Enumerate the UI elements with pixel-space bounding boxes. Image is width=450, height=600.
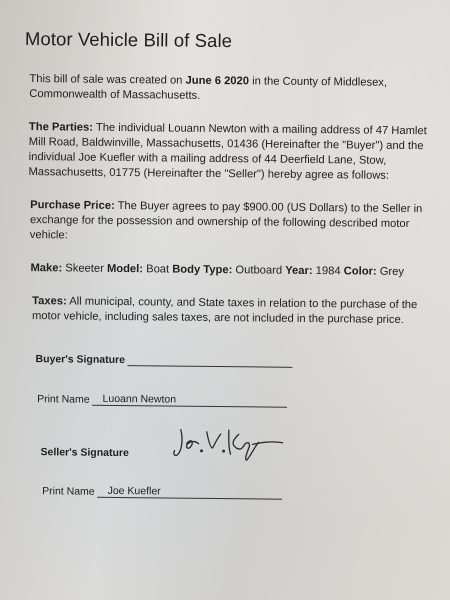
purchase-price-paragraph: Purchase Price: The Buyer agrees to pay $900.00 (US Dollars) to the Seller in exchange for the possession and ownership of the following described motor vehicle: xyxy=(29,199,423,242)
document-title: Motor Vehicle Bill of Sale xyxy=(24,28,233,52)
seller-print-name-row xyxy=(42,484,425,504)
bill-of-sale-document xyxy=(20,28,430,504)
seller-handwritten-signature xyxy=(170,418,291,469)
seller-signature-label: Seller's Signature xyxy=(40,446,129,460)
vehicle-model: Boat xyxy=(142,263,173,276)
buyer-print-name-line xyxy=(92,393,287,408)
seller-print-name-label: Print Name xyxy=(42,485,95,498)
vehicle-color: Grey xyxy=(376,265,405,278)
vehicle-make: Skeeter xyxy=(62,262,108,275)
taxes-label: Taxes: xyxy=(32,295,67,308)
sale-date: June 6 2020 xyxy=(185,74,250,88)
taxes-paragraph: Taxes: All municipal, county, and State taxes in relation to the purchase of the motor vehicle, including sales taxes, are not included in the purchase price. xyxy=(31,295,418,326)
price-label: Purchase Price: xyxy=(30,199,115,212)
seller-print-name-line xyxy=(98,485,283,500)
parties-paragraph: The Parties: The individual Louann Newton with a mailing address of 47 Hamlet Mill Road, Baldwinville, Massachusetts, 01436 (Hereinafter the "Buyer") and the individual Joe Kuefler with a mailing address of 44 Deerfield Lane, Stow, Massachusetts, 01775 (Hereinafter the "Seller") hereby agree as follows: xyxy=(28,121,427,182)
buyer-print-name-value: Luoann Newton xyxy=(102,392,177,406)
seller-signature-row xyxy=(40,446,425,466)
buyer-print-name-row xyxy=(37,392,426,412)
buyer-signature-row xyxy=(35,352,426,372)
intro-paragraph: This bill of sale was created on June 6 2020 in the County of Middlesex, Commonwealth of Massachusetts. xyxy=(29,73,388,102)
vehicle-body-type: Outboard xyxy=(232,264,286,277)
buyer-signature-line xyxy=(128,353,293,368)
buyer-signature-label: Buyer's Signature xyxy=(35,353,126,367)
parties-label: The Parties: xyxy=(28,121,94,134)
vehicle-details: Make: Skeeter Model: Boat Body Type: Outboard Year: 1984 Color: Grey xyxy=(30,262,405,278)
buyer-print-name-label: Print Name xyxy=(37,393,90,406)
vehicle-year: 1984 xyxy=(312,265,344,278)
seller-print-name-value: Joe Kuefler xyxy=(107,484,161,498)
